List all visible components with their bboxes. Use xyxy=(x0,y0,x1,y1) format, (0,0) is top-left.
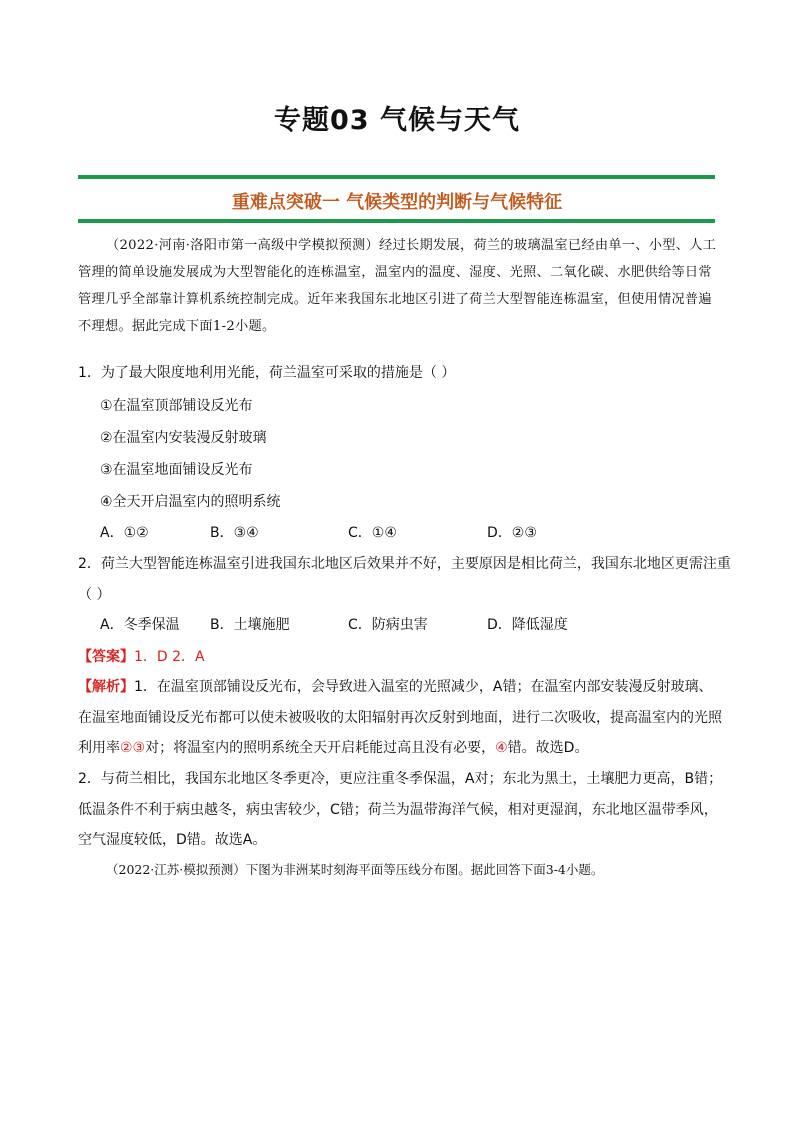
q1-choice-d: D．②③ xyxy=(487,525,537,541)
page-title: 专题03 气候与天气 xyxy=(274,105,520,136)
q1-item-2: ②在温室内安装漫反射玻璃 xyxy=(100,430,267,446)
analysis-p1-marker-23: ②③ xyxy=(120,740,146,756)
q2-choice-a: A．冬季保温 xyxy=(100,617,180,633)
q2-choice-c: C．防病虫害 xyxy=(348,617,428,633)
analysis-p1-part-e: 错。故选D。 xyxy=(507,740,589,756)
section-title: 重难点突破一 气候类型的判断与气候特征 xyxy=(231,192,563,213)
answer-tag: 【答案】 xyxy=(78,649,134,665)
q1-item-1: ①在温室顶部铺设反光布 xyxy=(100,398,253,414)
question-intro-1-2: （2022·河南·洛阳市第一高级中学模拟预测）经过长期发展，荷兰的玻璃温室已经由单一、小型、人工管理的简单设施发展成为大型智能化的连栋温室，温室内的温度、湿度、光照、二氧化碳、水肥供给等日常管理几乎全部靠计算机系统控制完成。近年来我国东北地区引进了荷兰大型智能连栋温室，但使用情况普遍不理想。据此完成下面1-2小题。 xyxy=(78,238,717,334)
analysis-tag: 【解析】 xyxy=(78,679,134,695)
question-intro-3-4: （2022·江苏·模拟预测）下图为非洲某时刻海平面等压线分布图。据此回答下面3-4小题。 xyxy=(106,862,604,877)
q1-item-3: ③在温室地面铺设反光布 xyxy=(100,462,253,478)
answer-line xyxy=(78,646,728,666)
q1-choice-a: A．①② xyxy=(100,525,149,541)
analysis-p1-marker-4: ④ xyxy=(495,740,508,756)
q1-item-4: ④全天开启温室内的照明系统 xyxy=(100,494,281,510)
q2-stem-line2: （ ） xyxy=(78,587,111,603)
green-rule-top xyxy=(78,175,715,179)
q2-stem-line1: 2．荷兰大型智能连栋温室引进我国东北地区后效果并不好，主要原因是相比荷兰，我国东北地区更需注重 xyxy=(78,556,731,572)
analysis-paragraph-1 xyxy=(78,672,723,764)
answer-text: 1．D 2．A xyxy=(134,649,205,665)
analysis-p1-part-c: 对；将温室内的照明系统全天开启耗能过高且没有必要， xyxy=(145,740,496,756)
analysis-paragraph-2: 2．与荷兰相比，我国东北地区冬季更冷，更应注重冬季保温，A对；东北为黑土，土壤肥力更高，B错；低温条件不利于病虫越冬，病虫害较少，C错；荷兰为温带海洋气候，相对更湿润，东北地区温带季风，空气湿度较低，D错。故选A。 xyxy=(78,771,723,848)
q2-choice-d: D．降低湿度 xyxy=(487,617,568,633)
q1-stem: 1．为了最大限度地利用光能，荷兰温室可采取的措施是（ ） xyxy=(78,365,456,381)
q1-choice-b: B．③④ xyxy=(210,525,259,541)
q2-choice-b: B．土壤施肥 xyxy=(210,617,290,633)
q1-choice-c: C．①④ xyxy=(348,525,397,541)
analysis-p1-part-a: 1．在温室顶部铺设反光布，会导致进入温室的光照减少，A错；在温室内部安装漫反射玻璃、在温室地面铺设反光布都可以使未被吸收的太阳辐射再次反射到地面，进行二次吸收，提高温室内的光照利用率 xyxy=(78,679,722,756)
green-rule-bottom xyxy=(78,219,715,223)
